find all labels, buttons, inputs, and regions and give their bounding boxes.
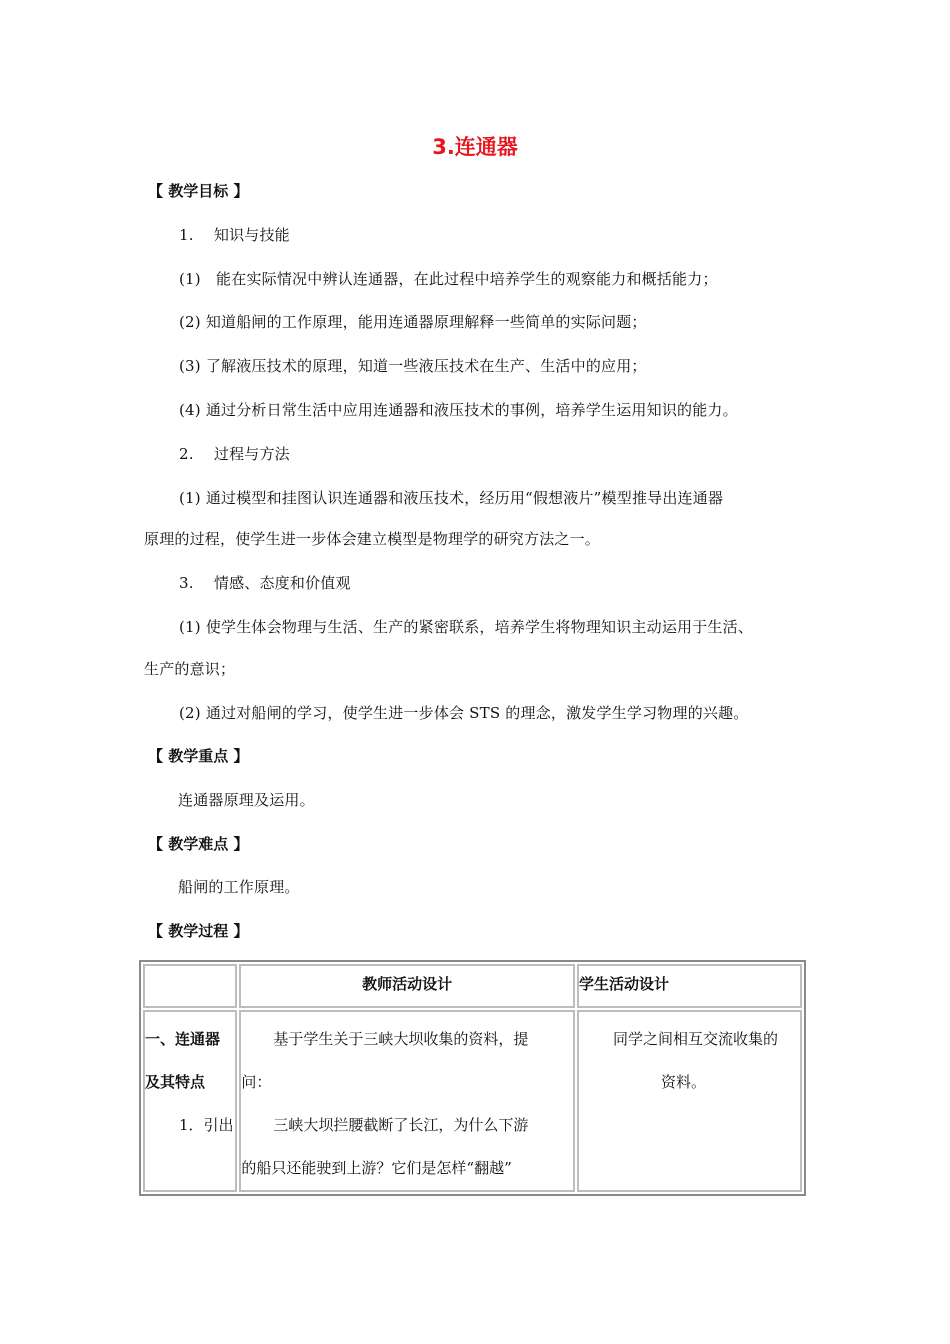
difficulty-heading: 【 教学难点 】 — [148, 835, 249, 853]
teacher-line1: 基于学生关于三峡大坝收集的资料，提 — [273, 1030, 529, 1048]
difficulty-text: 船闸的工作原理。 — [178, 878, 300, 896]
key-points-text: 连通器原理及运用。 — [178, 791, 315, 809]
teacher-line4: 的船只还能驶到上游？它们是怎样“翻越” — [241, 1159, 512, 1177]
objective-1-1: (1) 能在实际情况中辨认连通器，在此过程中培养学生的观察能力和概括能力； — [179, 270, 718, 288]
objective-3-1-line2: 生产的意识； — [144, 660, 236, 678]
key-points-heading: 【 教学重点 】 — [148, 747, 249, 765]
objective-3-2: (2) 通过对船闸的学习，使学生进一步体会 STS 的理念，激发学生学习物理的兴趣。 — [179, 704, 749, 722]
student-line1: 同学之间相互交流收集的 — [612, 1030, 778, 1048]
table-cell-teacher-activity — [239, 1010, 575, 1192]
objective-3-1-line1: (1) 使学生体会物理与生活、生产的紧密联系，培养学生将物理知识主动运用于生活、 — [179, 618, 754, 636]
objective-2-1-line1: (1) 通过模型和挂图认识连通器和液压技术，经历用“假想液片”模型推导出连通器 — [179, 489, 724, 507]
objective-1-4: (4) 通过分析日常生活中应用连通器和液压技术的事例，培养学生运用知识的能力。 — [179, 401, 738, 419]
table-header-student: 学生活动设计 — [577, 964, 802, 1008]
objectives-heading: 【 教学目标 】 — [148, 182, 249, 200]
teacher-line3: 三峡大坝拦腰截断了长江，为什么下游 — [273, 1116, 529, 1134]
objective-1-3: (3) 了解液压技术的原理，知道一些液压技术在生产、生活中的应用； — [179, 357, 647, 375]
table-header-empty — [143, 964, 237, 1008]
table-header-teacher: 教师活动设计 — [239, 964, 575, 1008]
table-cell-student-activity — [577, 1010, 802, 1192]
objective-2-1-line2: 原理的过程，使学生进一步体会建立模型是物理学的研究方法之一。 — [144, 530, 601, 548]
item-3-attitude: 3. 情感、态度和价值观 — [179, 574, 351, 592]
topic-line2: 及其特点 — [145, 1073, 206, 1091]
student-line2: 资料。 — [660, 1073, 706, 1091]
topic-line3: 1．引出 — [179, 1116, 234, 1134]
topic-line1: 一、连通器 — [145, 1030, 221, 1048]
table-cell-topic — [143, 1010, 237, 1192]
process-heading: 【 教学过程 】 — [148, 922, 249, 940]
teaching-process-table — [139, 960, 806, 1196]
item-2-process: 2. 过程与方法 — [179, 445, 290, 463]
objective-1-2: (2) 知道船闸的工作原理，能用连通器原理解释一些简单的实际问题； — [179, 313, 647, 331]
teacher-line2: 问： — [241, 1073, 272, 1091]
item-1-knowledge: 1. 知识与技能 — [179, 226, 290, 244]
page-title: 3.连通器 — [432, 135, 518, 159]
